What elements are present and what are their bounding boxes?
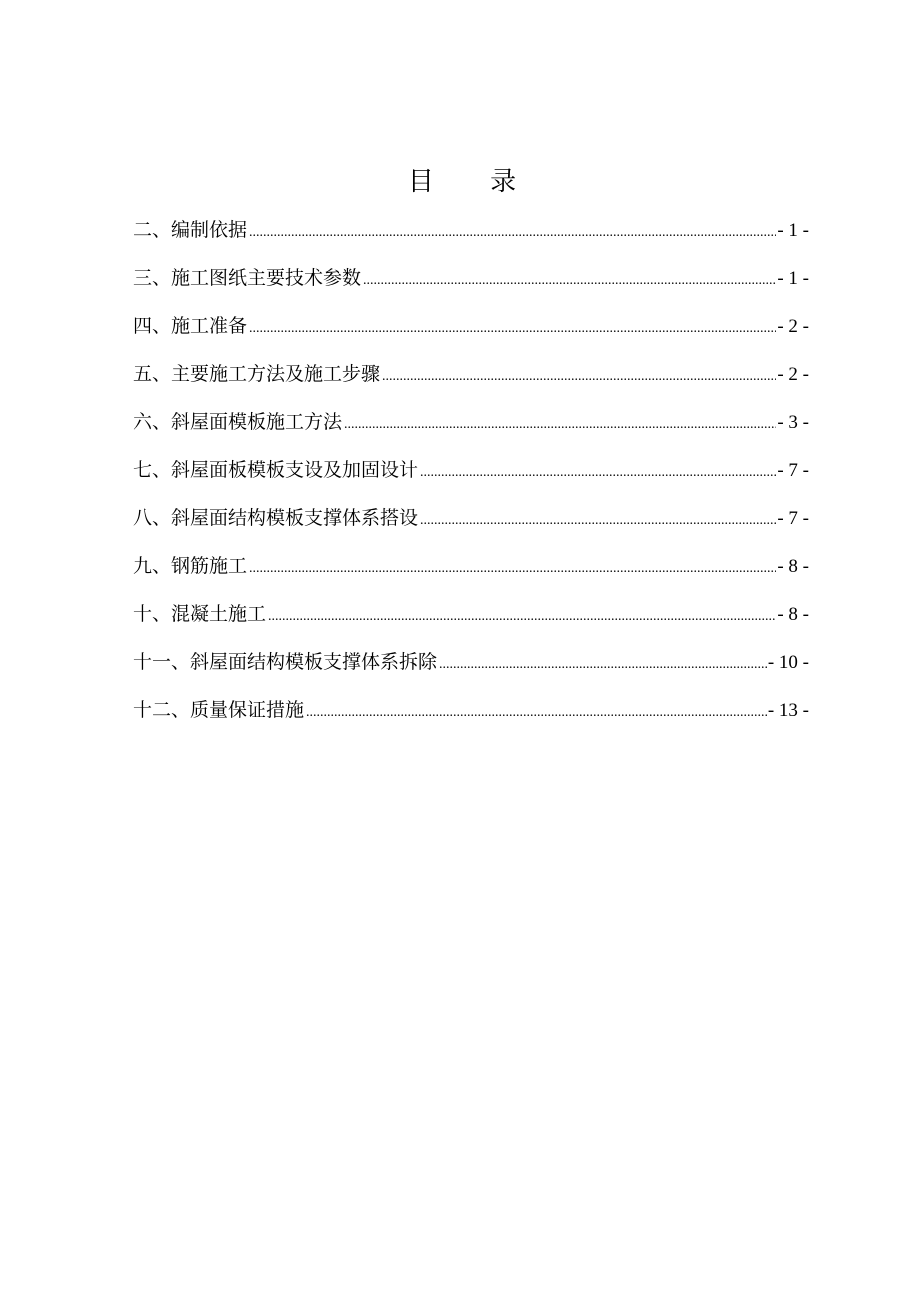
toc-entry-page: - 1 - bbox=[777, 220, 809, 241]
toc-entry-page: - 8 - bbox=[777, 604, 809, 625]
toc-entry-page: - 7 - bbox=[777, 508, 809, 529]
toc-leader-dots bbox=[249, 553, 776, 585]
toc-leader-dots bbox=[420, 457, 776, 489]
toc-list bbox=[133, 214, 809, 742]
toc-entry[interactable] bbox=[133, 214, 809, 262]
toc-entry[interactable] bbox=[133, 646, 809, 694]
toc-entry-label: 六、斜屋面模板施工方法 bbox=[133, 411, 343, 433]
toc-entry-label: 十、混凝土施工 bbox=[133, 603, 267, 625]
toc-entry-label: 二、编制依据 bbox=[133, 219, 248, 241]
toc-leader-dots bbox=[344, 409, 776, 441]
toc-entry-page: - 2 - bbox=[777, 316, 809, 337]
toc-entry-page: - 10 - bbox=[767, 652, 809, 673]
toc-leader-dots bbox=[363, 265, 776, 297]
toc-leader-dots bbox=[249, 217, 776, 249]
toc-leader-dots bbox=[306, 697, 767, 729]
toc-entry-page: - 13 - bbox=[767, 700, 809, 721]
toc-entry-label: 五、主要施工方法及施工步骤 bbox=[133, 363, 381, 385]
toc-leader-dots bbox=[268, 601, 776, 633]
toc-leader-dots bbox=[439, 649, 767, 681]
toc-entry-page: - 3 - bbox=[777, 412, 809, 433]
toc-entry-label: 七、斜屋面板模板支设及加固设计 bbox=[133, 459, 419, 481]
toc-entry[interactable] bbox=[133, 262, 809, 310]
toc-entry-label: 九、钢筋施工 bbox=[133, 555, 248, 577]
toc-entry[interactable] bbox=[133, 358, 809, 406]
toc-entry-label: 十一、斜屋面结构模板支撑体系拆除 bbox=[133, 651, 438, 673]
toc-entry[interactable] bbox=[133, 598, 809, 646]
toc-leader-dots bbox=[249, 313, 776, 345]
toc-entry-label: 四、施工准备 bbox=[133, 315, 248, 337]
toc-entry-label: 十二、质量保证措施 bbox=[133, 699, 305, 721]
toc-entry[interactable] bbox=[133, 550, 809, 598]
toc-entry[interactable] bbox=[133, 454, 809, 502]
toc-entry[interactable] bbox=[133, 406, 809, 454]
toc-leader-dots bbox=[420, 505, 776, 537]
toc-entry-page: - 7 - bbox=[777, 460, 809, 481]
toc-entry-page: - 2 - bbox=[777, 364, 809, 385]
toc-entry-page: - 8 - bbox=[777, 556, 809, 577]
toc-entry-label: 三、施工图纸主要技术参数 bbox=[133, 267, 362, 289]
toc-leader-dots bbox=[382, 361, 776, 393]
toc-entry-label: 八、斜屋面结构模板支撑体系搭设 bbox=[133, 507, 419, 529]
toc-entry[interactable] bbox=[133, 694, 809, 742]
toc-entry-page: - 1 - bbox=[777, 268, 809, 289]
toc-title: 目 录 bbox=[407, 167, 541, 197]
toc-entry[interactable] bbox=[133, 502, 809, 550]
toc-entry[interactable] bbox=[133, 310, 809, 358]
